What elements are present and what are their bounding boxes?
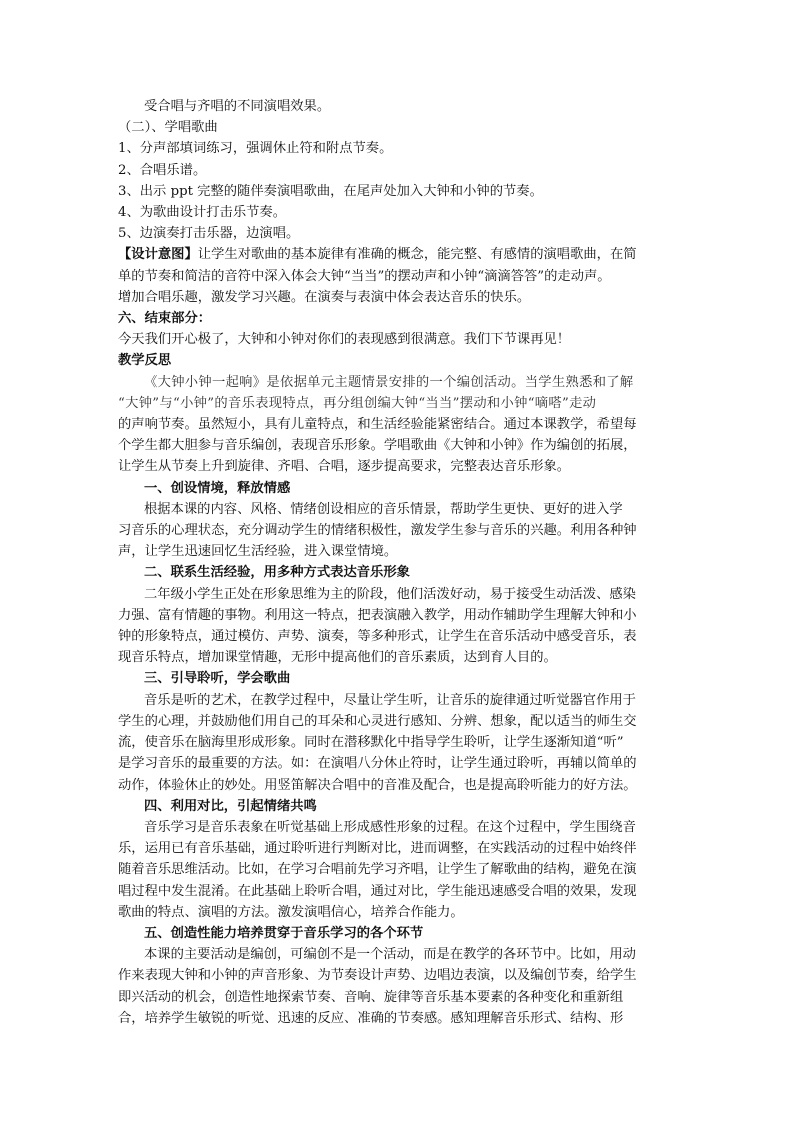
design-intent-line: [118, 244, 680, 265]
text-line: 习音乐的心理状态，充分调动学生的情绪积极性，激发学生参与音乐的兴趣。利用各种钟: [118, 523, 637, 539]
design-intent-text: 让学生对歌曲的基本旋律有准确的概念，能完整、有感情的演唱歌曲，在简: [197, 247, 637, 263]
section-heading: 二、联系生活经验，用多种方式表达音乐形象: [144, 565, 410, 581]
list-item: 1、分声部填词练习，强调休止符和附点节奏。: [118, 141, 393, 157]
list-item: 5、边演奏打击乐器，边演唱。: [118, 226, 300, 242]
text-line: 力强、富有情趣的事物。利用这一特点，把表演融入教学，用动作辅助学生理解大钟和小: [118, 607, 637, 623]
text-line: 《大钟小钟一起响》是依据单元主题情景安排的一个编创活动。当学生熟悉和了解: [144, 374, 634, 390]
text-line: 现音乐特点，增加课堂情趣，无形中提高他们的音乐素质，达到育人目的。: [118, 650, 557, 666]
text-line: 本课的主要活动是编创，可编创不是一个活动，而是在教学的各环节中。比如，用动: [144, 947, 636, 963]
text-line: 是学习音乐的最重要的方法。如：在演唱八分休止符时，让学生通过聆听，再辅以简单的: [118, 756, 637, 772]
design-intent-label: 【设计意图】: [118, 247, 198, 263]
text-line: 个学生都大胆参与音乐编创，表现音乐形象。学唱歌曲《大钟和小钟》作为编创的拓展，: [118, 438, 637, 454]
text-line: 动作，体验休止的妙处。用竖笛解决合唱中的音准及配合，也是提高聆听能力的好方法。: [118, 777, 637, 793]
section-heading: 四、利用对比，引起情绪共鸣: [144, 798, 317, 814]
text-line: 即兴活动的机会，创造性地探索节奏、音响、旋律等音乐基本要素的各种变化和重新组: [118, 989, 624, 1005]
section-heading: （二）、学唱歌曲: [118, 120, 218, 136]
text-line: 歌曲的特点、演唱的方法。激发演唱信心，培养合作能力。: [118, 904, 464, 920]
text-line: 钟的形象特点，通过模仿、声势、演奏，等多种形式，让学生在音乐活动中感受音乐，表: [118, 629, 637, 645]
text-line: 随着音乐思维活动。比如，在学习合唱前先学习齐唱，让学生了解歌曲的结构，避免在演: [118, 862, 637, 878]
text-line: 流，使音乐在脑海里形成形象。同时在潜移默化中指导学生聆听，让学生逐渐知道“听”: [118, 735, 624, 751]
list-item: 3、出示 ppt 完整的随伴奏演唱歌曲，在尾声处加入大钟和小钟的节奏。: [118, 183, 543, 199]
section-heading: 教学反思: [118, 353, 172, 369]
section-heading: 六、结束部分：: [118, 311, 212, 327]
section-heading: 一、创设情境，释放情感: [144, 480, 291, 496]
list-item: 4、为歌曲设计打击乐节奏。: [118, 205, 287, 221]
text-line: 合，培养学生敏锐的听觉、迅速的反应、准确的节奏感。感知理解音乐形式、结构、形: [118, 1010, 624, 1026]
text-line: 声，让学生迅速回忆生活经验，进入课堂情境。: [118, 544, 398, 560]
text-line: 唱过程中发生混淆。在此基础上聆听合唱，通过对比，学生能迅速感受合唱的效果，发现: [118, 883, 637, 899]
text-line: 受合唱与齐唱的不同演唱效果。: [144, 99, 331, 114]
text-line: 乐，运用已有音乐基础，通过聆听进行判断对比，进而调整，在实践活动的过程中始终伴: [118, 841, 637, 857]
document-page: [118, 96, 680, 1029]
section-heading: 三、引导聆听，学会歌曲: [144, 671, 291, 687]
text-line: 根据本课的内容、风格、情绪创设相应的音乐情景，帮助学生更快、更好的进入学: [144, 501, 623, 517]
text-line: 今天我们开心极了，大钟和小钟对你们的表现感到很满意。我们下节课再见！: [118, 332, 571, 348]
text-line: 二年级小学生正处在形象思维为主的阶段，他们活泼好动，易于接受生动活泼、感染: [144, 586, 636, 602]
text-line: 让学生从节奏上升到旋律、齐唱、合唱，逐步提高要求，完整表达音乐形象。: [118, 459, 571, 475]
text-line: 增加合唱乐趣，激发学习兴趣。在演奏与表演中体会表达音乐的快乐。: [118, 289, 531, 305]
text-line: “大钟”与“小钟”的音乐表现特点，再分组创编大钟“当当”摆动和小钟“嘀嗒”走动: [118, 395, 597, 411]
section-heading: 五、创造性能力培养贯穿于音乐学习的各个环节: [144, 925, 424, 941]
text-line: 音乐学习是音乐表象在听觉基础上形成感性形象的过程。在这个过程中，学生围绕音: [144, 819, 636, 835]
text-line: 作来表现大钟和小钟的声音形象、为节奏设计声势、边唱边表演，以及编创节奏，给学生: [118, 968, 637, 984]
list-item: 2、合唱乐谱。: [118, 162, 207, 178]
text-line: 音乐是听的艺术，在教学过程中，尽量让学生听，让音乐的旋律通过听觉器官作用于: [144, 692, 636, 708]
text-line: 的声响节奏。虽然短小，具有儿童特点，和生活经验能紧密结合。通过本课教学，希望每: [118, 417, 637, 433]
text-line: 单的节奏和简洁的音符中深入体会大钟“当当”的摆动声和小钟“滴滴答答”的走动声。: [118, 268, 611, 284]
text-line: 学生的心理，并鼓励他们用自己的耳朵和心灵进行感知、分辨、想象，配以适当的师生交: [118, 713, 637, 729]
